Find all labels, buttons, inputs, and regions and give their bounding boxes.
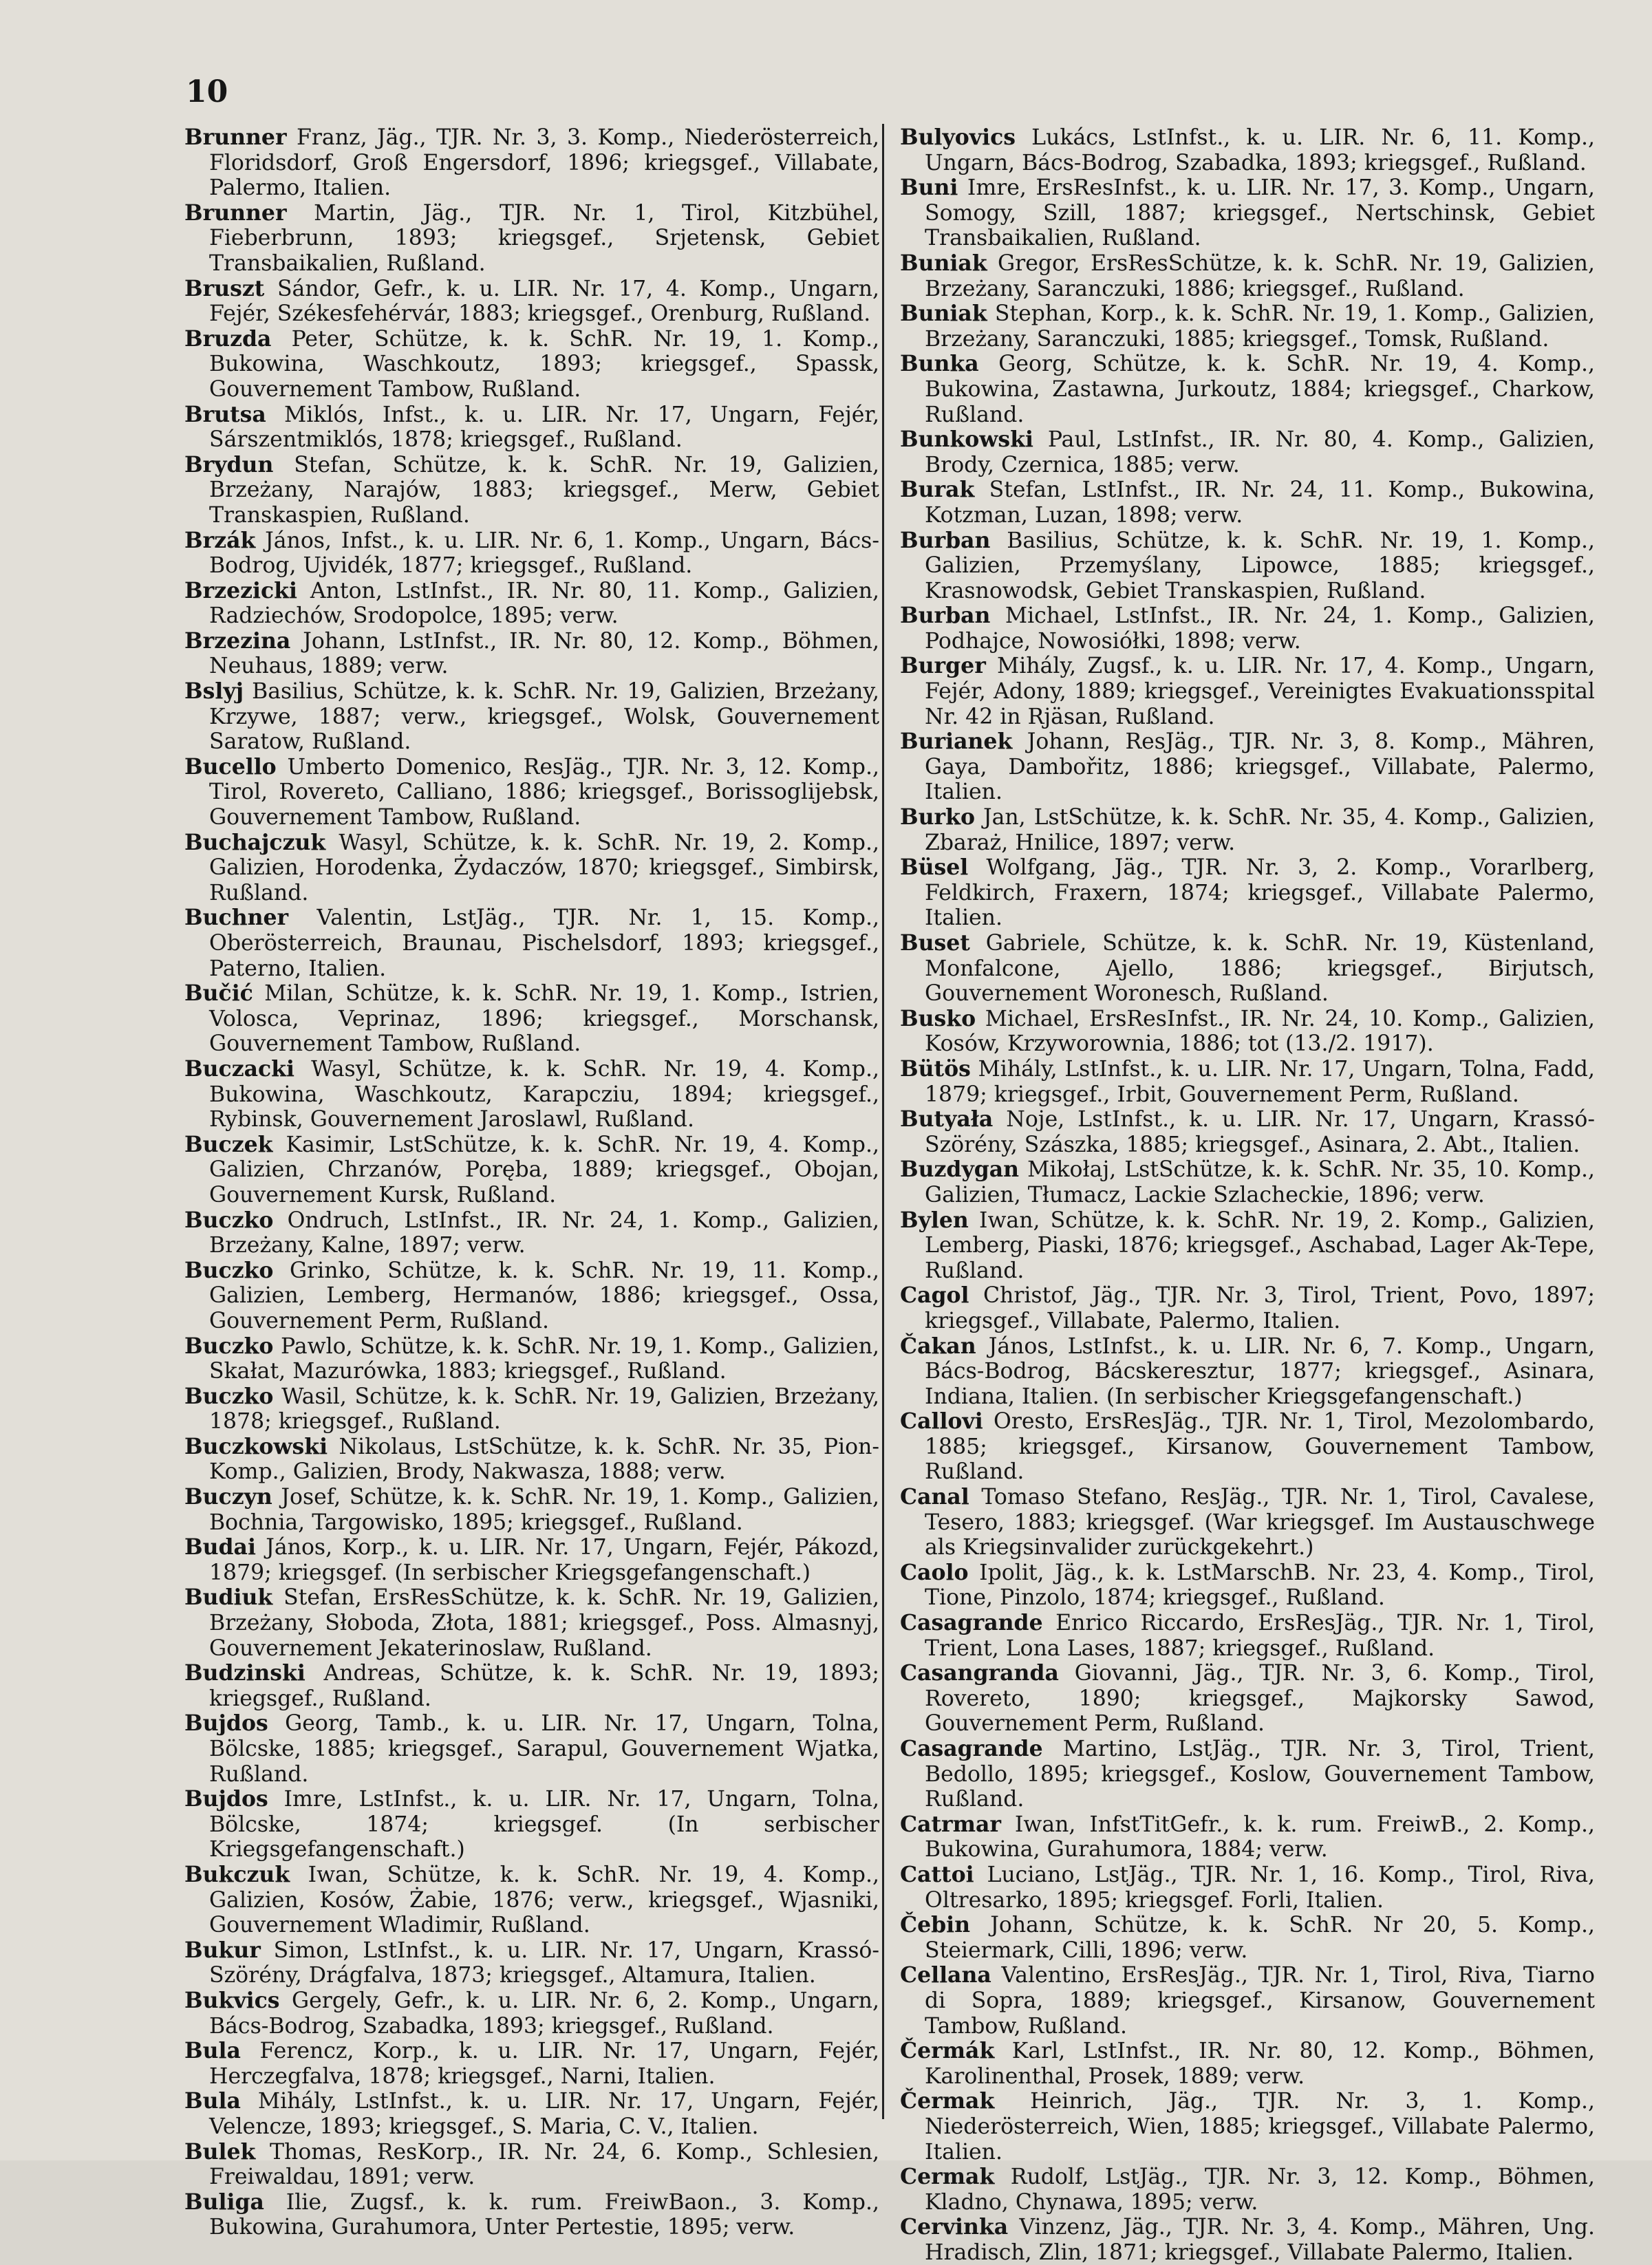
entry-details: Stefan, LstInfst., IR. Nr. 24, 11. Komp., Bukowina, Kotzman, Luzan, 1898; verw. bbox=[925, 477, 1595, 528]
entry-surname: Budai bbox=[184, 1534, 256, 1560]
register-entry bbox=[900, 1409, 1595, 1485]
register-entry bbox=[900, 301, 1595, 352]
register-entry bbox=[184, 1132, 879, 1208]
entry-surname: Cagol bbox=[900, 1282, 969, 1309]
entry-surname: Brutsa bbox=[184, 401, 266, 427]
register-entry bbox=[184, 277, 879, 327]
entry-surname: Bula bbox=[184, 2088, 241, 2114]
register-entry bbox=[184, 1057, 879, 1132]
entry-details: Imre, LstInfst., k. u. LIR. Nr. 17, Ungarn, Tolna, Bölcske, 1874; kriegsgef. (In serbischer Kriegsgefangenschaft.) bbox=[209, 1787, 879, 1863]
entry-surname: Cervinka bbox=[900, 2214, 1009, 2240]
entry-surname: Buczek bbox=[184, 1131, 273, 1157]
entry-details: Vinzenz, Jäg., TJR. Nr. 3, 4. Komp., Mähren, Ung. Hradisch, Zlin, 1871; kriegsgef., Villabate Palermo, Italien. bbox=[925, 2215, 1595, 2265]
register-entry bbox=[900, 1283, 1595, 1333]
register-entry bbox=[900, 1737, 1595, 1812]
entry-surname: Canal bbox=[900, 1484, 969, 1510]
entry-surname: Bruszt bbox=[184, 275, 265, 301]
register-entry bbox=[184, 629, 879, 679]
entry-details: Kasimir, LstSchütze, k. k. SchR. Nr. 19, 4. Komp., Galizien, Chrzanów, Poręba, 1889; kriegsgef., Obojan, Gouvernement Kursk, Rußland. bbox=[209, 1132, 879, 1207]
page-number: 10 bbox=[186, 74, 228, 109]
register-entry bbox=[184, 1535, 879, 1585]
entry-surname: Cermak bbox=[900, 2164, 995, 2190]
entry-details: Josef, Schütze, k. k. SchR. Nr. 19, 1. Komp., Galizien, Bochnia, Targowisko, 1895; kriegsgef., Rußland. bbox=[209, 1485, 879, 1535]
entry-surname: Butyała bbox=[900, 1106, 994, 1132]
entry-details: Stefan, ErsResSchütze, k. k. SchR. Nr. 19, Galizien, Brzeżany, Słoboda, Złota, 1881; kriegsgef., Poss. Almasnyj, Gouvernement Jekaterinoslaw, Rußland. bbox=[209, 1585, 879, 1661]
entry-surname: Caolo bbox=[900, 1559, 969, 1585]
register-entry bbox=[184, 679, 879, 755]
entry-details: János, Korp., k. u. LIR. Nr. 17, Ungarn, Fejér, Pákozd, 1879; kriegsgef. (In serbischer Kriegsgefangenschaft.) bbox=[209, 1535, 879, 1585]
entry-surname: Čebin bbox=[900, 1912, 971, 1938]
register-entry bbox=[184, 1988, 879, 2039]
entry-details: Martin, Jäg., TJR. Nr. 1, Tirol, Kitzbühel, Fieberbrunn, 1893; kriegsgef., Srjetensk, Gebiet Transbaikalien, Rußland. bbox=[209, 200, 879, 276]
entry-surname: Casagrande bbox=[900, 1610, 1043, 1636]
register-entry bbox=[900, 477, 1595, 528]
entry-details: Gregor, ErsResSchütze, k. k. SchR. Nr. 19, Galizien, Brzeżany, Saranczuki, 1886; kriegsgef., Rußland. bbox=[925, 250, 1595, 301]
entry-details: Gergely, Gefr., k. u. LIR. Nr. 6, 2. Komp., Ungarn, Bács-Bodrog, Szabadka, 1893; kriegsgef., Rußland. bbox=[209, 1988, 879, 2039]
register-entry bbox=[900, 528, 1595, 604]
entry-surname: Casagrande bbox=[900, 1736, 1043, 1761]
register-entry bbox=[900, 1560, 1595, 1611]
entry-details: Wasyl, Schütze, k. k. SchR. Nr. 19, 4. Komp., Bukowina, Waschkoutz, Karapcziu, 1894; kriegsgef., Rybinsk, Gouvernement Jaroslawl, Rußland. bbox=[209, 1056, 879, 1132]
entry-details: Oresto, ErsResJäg., TJR. Nr. 1, Tirol, Mezolombardo, 1885; kriegsgef., Kirsanow, Gouvernement Tambow, Rußland. bbox=[925, 1409, 1595, 1485]
entry-surname: Bylen bbox=[900, 1207, 969, 1233]
entry-surname: Buczko bbox=[184, 1257, 274, 1283]
register-entry bbox=[900, 1611, 1595, 1661]
column-divider bbox=[882, 124, 884, 2119]
entry-details: Wasil, Schütze, k. k. SchR. Nr. 19, Galizien, Brzeżany, 1878; kriegsgef., Rußland. bbox=[209, 1384, 879, 1435]
entry-surname: Bujdos bbox=[184, 1786, 268, 1812]
entry-surname: Callovi bbox=[900, 1408, 983, 1435]
register-entry bbox=[900, 931, 1595, 1007]
register-entry bbox=[184, 2089, 879, 2139]
entry-surname: Brzák bbox=[184, 527, 256, 553]
entry-surname: Bučić bbox=[184, 980, 253, 1007]
register-entry bbox=[184, 1485, 879, 1535]
entry-surname: Burban bbox=[900, 527, 991, 553]
entry-details: Giovanni, Jäg., TJR. Nr. 3, 6. Komp., Tirol, Rovereto, 1890; kriegsgef., Majkorsky Sawod, Gouvernement Perm, Rußland. bbox=[925, 1661, 1595, 1737]
entry-surname: Bslyj bbox=[184, 678, 244, 705]
entry-details: Peter, Schütze, k. k. SchR. Nr. 19, 1. Komp., Bukowina, Waschkoutz, 1893; kriegsgef., Spassk, Gouvernement Tambow, Rußland. bbox=[209, 326, 879, 402]
entry-surname: Cattoi bbox=[900, 1861, 974, 1887]
register-entry bbox=[900, 805, 1595, 855]
entry-surname: Buliga bbox=[184, 2189, 264, 2215]
entry-surname: Brzezicki bbox=[184, 577, 297, 603]
register-entry bbox=[184, 201, 879, 277]
entry-surname: Bulek bbox=[184, 2138, 256, 2165]
entry-surname: Burger bbox=[900, 653, 986, 679]
entry-details: Jan, LstSchütze, k. k. SchR. Nr. 35, 4. Komp., Galizien, Zbaraż, Hnilice, 1897; verw. bbox=[925, 805, 1595, 855]
register-entry bbox=[184, 1435, 879, 1485]
register-entry bbox=[184, 830, 879, 906]
entry-surname: Buset bbox=[900, 930, 970, 956]
entry-surname: Budzinski bbox=[184, 1660, 305, 1686]
right-column bbox=[900, 125, 1595, 2265]
entry-surname: Bucello bbox=[184, 753, 277, 780]
entry-surname: Buczko bbox=[184, 1333, 274, 1359]
entry-details: Christof, Jäg., TJR. Nr. 3, Tirol, Trient, Povo, 1897; kriegsgef., Villabate, Palermo, Italien. bbox=[925, 1283, 1595, 1333]
entry-details: Noje, LstInfst., k. u. LIR. Nr. 17, Ungarn, Krassó-Szörény, Szászka, 1885; kriegsgef., Asinara, 2. Abt., Italien. bbox=[925, 1107, 1595, 1157]
entry-details: Anton, LstInfst., IR. Nr. 80, 11. Komp., Galizien, Radziechów, Srodopolce, 1895; verw. bbox=[209, 578, 879, 629]
entry-details: Iwan, Schütze, k. k. SchR. Nr. 19, 4. Komp., Galizien, Kosów, Żabie, 1876; verw., kriegsgef., Wjasniki, Gouvernement Wladimir, Rußland. bbox=[209, 1862, 879, 1938]
entry-details: Stefan, Schütze, k. k. SchR. Nr. 19, Galizien, Brzeżany, Narajów, 1883; kriegsgef., Merw, Gebiet Transkaspien, Rußland. bbox=[209, 452, 879, 528]
register-entry bbox=[900, 1812, 1595, 1863]
entry-details: Paul, LstInfst., IR. Nr. 80, 4. Komp., Galizien, Brody, Czernica, 1885; verw. bbox=[925, 427, 1595, 477]
entry-surname: Casangranda bbox=[900, 1660, 1059, 1686]
entry-surname: Buczkowski bbox=[184, 1433, 328, 1459]
register-entry bbox=[900, 427, 1595, 477]
register-entry bbox=[900, 1863, 1595, 1913]
entry-details: Johann, ResJäg., TJR. Nr. 3, 8. Komp., Mähren, Gaya, Dambořitz, 1886; kriegsgef., Villabate, Palermo, Italien. bbox=[925, 729, 1595, 805]
entry-surname: Burko bbox=[900, 804, 975, 830]
entry-surname: Burak bbox=[900, 477, 975, 503]
entry-surname: Brzezina bbox=[184, 627, 291, 654]
entry-details: Valentino, ErsResJäg., TJR. Nr. 1, Tirol, Riva, Tiarno di Sopra, 1889; kriegsgef., Kirsanow, Gouvernement Tambow, Rußland. bbox=[925, 1963, 1595, 2039]
entry-details: Iwan, InfstTitGefr., k. k. rum. FreiwB., 2. Komp., Bukowina, Gurahumora, 1884; verw. bbox=[925, 1812, 1595, 1863]
entry-details: Enrico Riccardo, ErsResJäg., TJR. Nr. 1, Tirol, Trient, Lona Lases, 1887; kriegsgef., Rußland. bbox=[925, 1611, 1595, 1661]
register-entry bbox=[900, 1107, 1595, 1157]
register-entry bbox=[900, 855, 1595, 931]
register-entry bbox=[900, 729, 1595, 805]
entry-surname: Buni bbox=[900, 175, 958, 201]
entry-surname: Bukczuk bbox=[184, 1861, 290, 1887]
entry-details: Grinko, Schütze, k. k. SchR. Nr. 19, 11. Komp., Galizien, Lemberg, Hermanów, 1886; kriegsgef., Ossa, Gouvernement Perm, Rußland. bbox=[209, 1258, 879, 1333]
entry-details: Wasyl, Schütze, k. k. SchR. Nr. 19, 2. Komp., Galizien, Horodenka, Żydaczów, 1870; kriegsgef., Simbirsk, Rußland. bbox=[209, 830, 879, 905]
register-entry bbox=[900, 352, 1595, 427]
register-entry bbox=[184, 1384, 879, 1435]
entry-details: Umberto Domenico, ResJäg., TJR. Nr. 3, 12. Komp., Tirol, Rovereto, Calliano, 1886; kriegsgef., Borissoglijebsk, Gouvernement Tambow, Rußland. bbox=[209, 754, 879, 830]
register-entry bbox=[184, 453, 879, 528]
entry-surname: Buzdygan bbox=[900, 1157, 1020, 1183]
register-entry bbox=[184, 1661, 879, 1711]
register-entry bbox=[184, 1938, 879, 1988]
entry-surname: Buchajczuk bbox=[184, 829, 326, 855]
entry-surname: Budiuk bbox=[184, 1585, 273, 1611]
entry-details: Mihály, LstInfst., k. u. LIR. Nr. 17, Ungarn, Tolna, Fadd, 1879; kriegsgef., Irbit, Gouvernement Perm, Rußland. bbox=[925, 1056, 1595, 1107]
register-entry bbox=[184, 905, 879, 981]
register-entry bbox=[184, 1787, 879, 1863]
entry-details: Nikolaus, LstSchütze, k. k. SchR. Nr. 35, Pion-Komp., Galizien, Brody, Nakwasza, 1888; verw. bbox=[209, 1434, 879, 1485]
register-entry bbox=[900, 2165, 1595, 2215]
register-entry bbox=[900, 251, 1595, 301]
entry-surname: Brunner bbox=[184, 200, 287, 226]
entry-surname: Buczacki bbox=[184, 1055, 294, 1082]
entry-details: Franz, Jäg., TJR. Nr. 3, 3. Komp., Niederösterreich, Floridsdorf, Groß Engersdorf, 1896; kriegsgef., Villabate, Palermo, Italien. bbox=[209, 125, 879, 201]
entry-details: Pawlo, Schütze, k. k. SchR. Nr. 19, 1. Komp., Galizien, Skałat, Mazurówka, 1883; kriegsgef., Rußland. bbox=[209, 1333, 879, 1384]
entry-surname: Bunka bbox=[900, 351, 979, 377]
register-entry bbox=[184, 755, 879, 830]
entry-details: Michael, ErsResInfst., IR. Nr. 24, 10. Komp., Galizien, Kosów, Krzyworownia, 1886; tot (13./2. 1917). bbox=[925, 1006, 1595, 1057]
entry-details: Ferencz, Korp., k. u. LIR. Nr. 17, Ungarn, Fejér, Herczegfalva, 1878; kriegsgef., Narni, Italien. bbox=[209, 2039, 879, 2089]
register-entry bbox=[900, 1007, 1595, 1057]
register-entry bbox=[900, 1157, 1595, 1207]
register-entry bbox=[184, 125, 879, 201]
register-entry bbox=[900, 1334, 1595, 1410]
register-entry bbox=[900, 1208, 1595, 1284]
register-entry bbox=[900, 1963, 1595, 2039]
register-entry bbox=[184, 402, 879, 453]
entry-details: Heinrich, Jäg., TJR. Nr. 3, 1. Komp., Niederösterreich, Wien, 1885; kriegsgef., Villabate Palermo, Italien. bbox=[925, 2089, 1595, 2165]
entry-surname: Čakan bbox=[900, 1333, 976, 1359]
register-entry bbox=[184, 1585, 879, 1661]
register-entry bbox=[184, 981, 879, 1057]
entry-surname: Burban bbox=[900, 603, 991, 629]
entry-details: Gabriele, Schütze, k. k. SchR. Nr. 19, Küstenland, Monfalcone, Ajello, 1886; kriegsgef., Birjutsch, Gouvernement Woronesch, Rußland. bbox=[925, 931, 1595, 1007]
entry-surname: Čermák bbox=[900, 2038, 995, 2064]
entry-details: Ipolit, Jäg., k. k. LstMarschB. Nr. 23, 4. Komp., Tirol, Tione, Pinzolo, 1874; kriegsgef., Rußland. bbox=[925, 1560, 1595, 1611]
entry-details: Mikołaj, LstSchütze, k. k. SchR. Nr. 35, 10. Komp., Galizien, Tłumacz, Lackie Szlacheckie, 1896; verw. bbox=[925, 1157, 1595, 1207]
register-entry bbox=[900, 603, 1595, 654]
register-entry bbox=[900, 175, 1595, 251]
entry-surname: Buniak bbox=[900, 301, 987, 327]
entry-surname: Brunner bbox=[184, 125, 287, 150]
register-entry bbox=[900, 125, 1595, 175]
entry-details: Karl, LstInfst., IR. Nr. 80, 12. Komp., Böhmen, Karolinenthal, Prosek, 1889; verw. bbox=[925, 2039, 1595, 2089]
entry-details: Ilie, Zugsf., k. k. rum. FreiwBaon., 3. Komp., Bukowina, Gurahumora, Unter Pertestie, 1895; verw. bbox=[209, 2189, 879, 2240]
register-entry bbox=[184, 1258, 879, 1334]
register-entry bbox=[184, 1334, 879, 1384]
register-entry bbox=[900, 2039, 1595, 2089]
entry-surname: Čermak bbox=[900, 2088, 995, 2114]
entry-surname: Bukur bbox=[184, 1937, 261, 1963]
register-entry bbox=[900, 1485, 1595, 1560]
register-entry bbox=[900, 2089, 1595, 2165]
entry-details: Mihály, Zugsf., k. u. LIR. Nr. 17, 4. Komp., Ungarn, Fejér, Adony, 1889; kriegsgef., Vereinigtes Evakuationsspital Nr. 42 in Rjäsan, Rußland. bbox=[925, 654, 1595, 729]
entry-surname: Cellana bbox=[900, 1962, 991, 1988]
entry-details: Basilius, Schütze, k. k. SchR. Nr. 19, 1. Komp., Galizien, Przemyślany, Lipowce, 1885; kriegsgef., Krasnowodsk, Gebiet Transkaspien, Rußland. bbox=[925, 528, 1595, 603]
left-column bbox=[184, 125, 879, 2240]
entry-details: Miklós, Infst., k. u. LIR. Nr. 17, Ungarn, Fejér, Sárszentmiklós, 1878; kriegsgef., Rußland. bbox=[209, 402, 879, 453]
register-entry bbox=[184, 2039, 879, 2089]
register-entry bbox=[900, 654, 1595, 729]
entry-surname: Burianek bbox=[900, 729, 1013, 755]
entry-surname: Bukvics bbox=[184, 1987, 280, 2013]
register-entry bbox=[900, 1057, 1595, 1107]
entry-details: Luciano, LstJäg., TJR. Nr. 1, 16. Komp., Tirol, Riva, Oltresarko, 1895; kriegsgef. Forli, Italien. bbox=[925, 1862, 1595, 1913]
entry-surname: Bulyovics bbox=[900, 125, 1016, 150]
entry-details: Ondruch, LstInfst., IR. Nr. 24, 1. Komp., Galizien, Brzeżany, Kalne, 1897; verw. bbox=[209, 1207, 879, 1258]
entry-surname: Bunkowski bbox=[900, 427, 1033, 453]
entry-details: Simon, LstInfst., k. u. LIR. Nr. 17, Ungarn, Krassó-Szörény, Drágfalva, 1873; kriegsgef., Altamura, Italien. bbox=[209, 1937, 879, 1988]
entry-details: Lukács, LstInfst., k. u. LIR. Nr. 6, 11. Komp., Ungarn, Bács-Bodrog, Szabadka, 1893; kriegsgef., Rußland. bbox=[925, 125, 1595, 175]
entry-details: Michael, LstInfst., IR. Nr. 24, 1. Komp., Galizien, Podhajce, Nowosiółki, 1898; verw. bbox=[925, 603, 1595, 654]
entry-surname: Catrmar bbox=[900, 1811, 1001, 1837]
entry-surname: Bujdos bbox=[184, 1710, 268, 1737]
entry-surname: Buczko bbox=[184, 1207, 274, 1233]
entry-details: Imre, ErsResInfst., k. u. LIR. Nr. 17, 3. Komp., Ungarn, Somogy, Szill, 1887; kriegsgef., Nertschinsk, Gebiet Transbaikalien, Rußland. bbox=[925, 175, 1595, 251]
entry-details: Sándor, Gefr., k. u. LIR. Nr. 17, 4. Komp., Ungarn, Fejér, Székesfehérvár, 1883; kriegsgef., Orenburg, Rußland. bbox=[209, 276, 879, 327]
register-entry bbox=[184, 327, 879, 402]
entry-details: János, Infst., k. u. LIR. Nr. 6, 1. Komp., Ungarn, Bács-Bodrog, Ujvidék, 1877; kriegsgef., Rußland. bbox=[209, 528, 879, 579]
entry-details: Johann, Schütze, k. k. SchR. Nr 20, 5. Komp., Steiermark, Cilli, 1896; verw. bbox=[925, 1913, 1595, 1963]
register-entry bbox=[184, 1711, 879, 1787]
entry-details: Wolfgang, Jäg., TJR. Nr. 3, 2. Komp., Vorarlberg, Feldkirch, Fraxern, 1874; kriegsgef., Villabate Palermo, Italien. bbox=[925, 855, 1595, 931]
entry-surname: Bütös bbox=[900, 1055, 971, 1082]
entry-details: Mihály, LstInfst., k. u. LIR. Nr. 17, Ungarn, Fejér, Velencze, 1893; kriegsgef., S. Maria, C. V., Italien. bbox=[209, 2089, 879, 2139]
register-entry bbox=[184, 579, 879, 629]
entry-surname: Buchner bbox=[184, 905, 289, 931]
register-entry bbox=[184, 2190, 879, 2240]
entry-details: Tomaso Stefano, ResJäg., TJR. Nr. 1, Tirol, Cavalese, Tesero, 1883; kriegsgef. (War kriegsgef. Im Austauschwege als Kriegsinvalider zurückgekehrt.) bbox=[925, 1485, 1595, 1560]
entry-details: Rudolf, LstJäg., TJR. Nr. 3, 12. Komp., Böhmen, Kladno, Chynawa, 1895; verw. bbox=[925, 2165, 1595, 2215]
entry-surname: Busko bbox=[900, 1005, 976, 1031]
register-entry bbox=[900, 1661, 1595, 1737]
register-entry bbox=[900, 2215, 1595, 2265]
entry-surname: Bruzda bbox=[184, 325, 272, 352]
entry-details: Martino, LstJäg., TJR. Nr. 3, Tirol, Trient, Bedollo, 1895; kriegsgef., Koslow, Gouvernement Tambow, Rußland. bbox=[925, 1737, 1595, 1812]
entry-surname: Buczyn bbox=[184, 1484, 272, 1510]
register-entry bbox=[184, 1208, 879, 1258]
entry-details: Iwan, Schütze, k. k. SchR. Nr. 19, 2. Komp., Galizien, Lemberg, Piaski, 1876; kriegsgef., Aschabad, Lager Ak-Tepe, Rußland. bbox=[925, 1207, 1595, 1283]
entry-details: Valentin, LstJäg., TJR. Nr. 1, 15. Komp., Oberösterreich, Braunau, Pischelsdorf, 1893; kriegsgef., Paterno, Italien. bbox=[209, 905, 879, 981]
entry-details: Thomas, ResKorp., IR. Nr. 24, 6. Komp., Schlesien, Freiwaldau, 1891; verw. bbox=[209, 2139, 879, 2190]
register-entry bbox=[184, 2140, 879, 2190]
entry-surname: Brydun bbox=[184, 451, 274, 477]
register-entry bbox=[900, 1913, 1595, 1963]
entry-surname: Bula bbox=[184, 2038, 241, 2064]
entry-surname: Buczko bbox=[184, 1383, 274, 1409]
entry-surname: Büsel bbox=[900, 855, 969, 881]
entry-details: Georg, Schütze, k. k. SchR. Nr. 19, 4. Komp., Bukowina, Zastawna, Jurkoutz, 1884; kriegsgef., Charkow, Rußland. bbox=[925, 352, 1595, 427]
entry-details: Andreas, Schütze, k. k. SchR. Nr. 19, 1893; kriegsgef., Rußland. bbox=[209, 1661, 879, 1711]
entry-details: Georg, Tamb., k. u. LIR. Nr. 17, Ungarn, Tolna, Bölcske, 1885; kriegsgef., Sarapul, Gouvernement Wjatka, Rußland. bbox=[209, 1711, 879, 1787]
entry-details: János, LstInfst., k. u. LIR. Nr. 6, 7. Komp., Ungarn, Bács-Bodrog, Bácskeresztur, 1877; kriegsgef., Asinara, Indiana, Italien. (In serbischer Kriegsgefangenschaft.) bbox=[925, 1333, 1595, 1409]
entry-details: Milan, Schütze, k. k. SchR. Nr. 19, 1. Komp., Istrien, Volosca, Veprinaz, 1896; kriegsgef., Morschansk, Gouvernement Tambow, Rußland. bbox=[209, 981, 879, 1057]
register-entry bbox=[184, 1863, 879, 1938]
register-entry bbox=[184, 528, 879, 579]
entry-surname: Buniak bbox=[900, 250, 987, 276]
entry-details: Basilius, Schütze, k. k. SchR. Nr. 19, Galizien, Brzeżany, Krzywe, 1887; verw., kriegsgef., Wolsk, Gouvernement Saratow, Rußland. bbox=[209, 679, 879, 755]
entry-details: Johann, LstInfst., IR. Nr. 80, 12. Komp., Böhmen, Neuhaus, 1889; verw. bbox=[209, 628, 879, 679]
entry-details: Stephan, Korp., k. k. SchR. Nr. 19, 1. Komp., Galizien, Brzeżany, Saranczuki, 1885; kriegsgef., Tomsk, Rußland. bbox=[925, 301, 1595, 352]
